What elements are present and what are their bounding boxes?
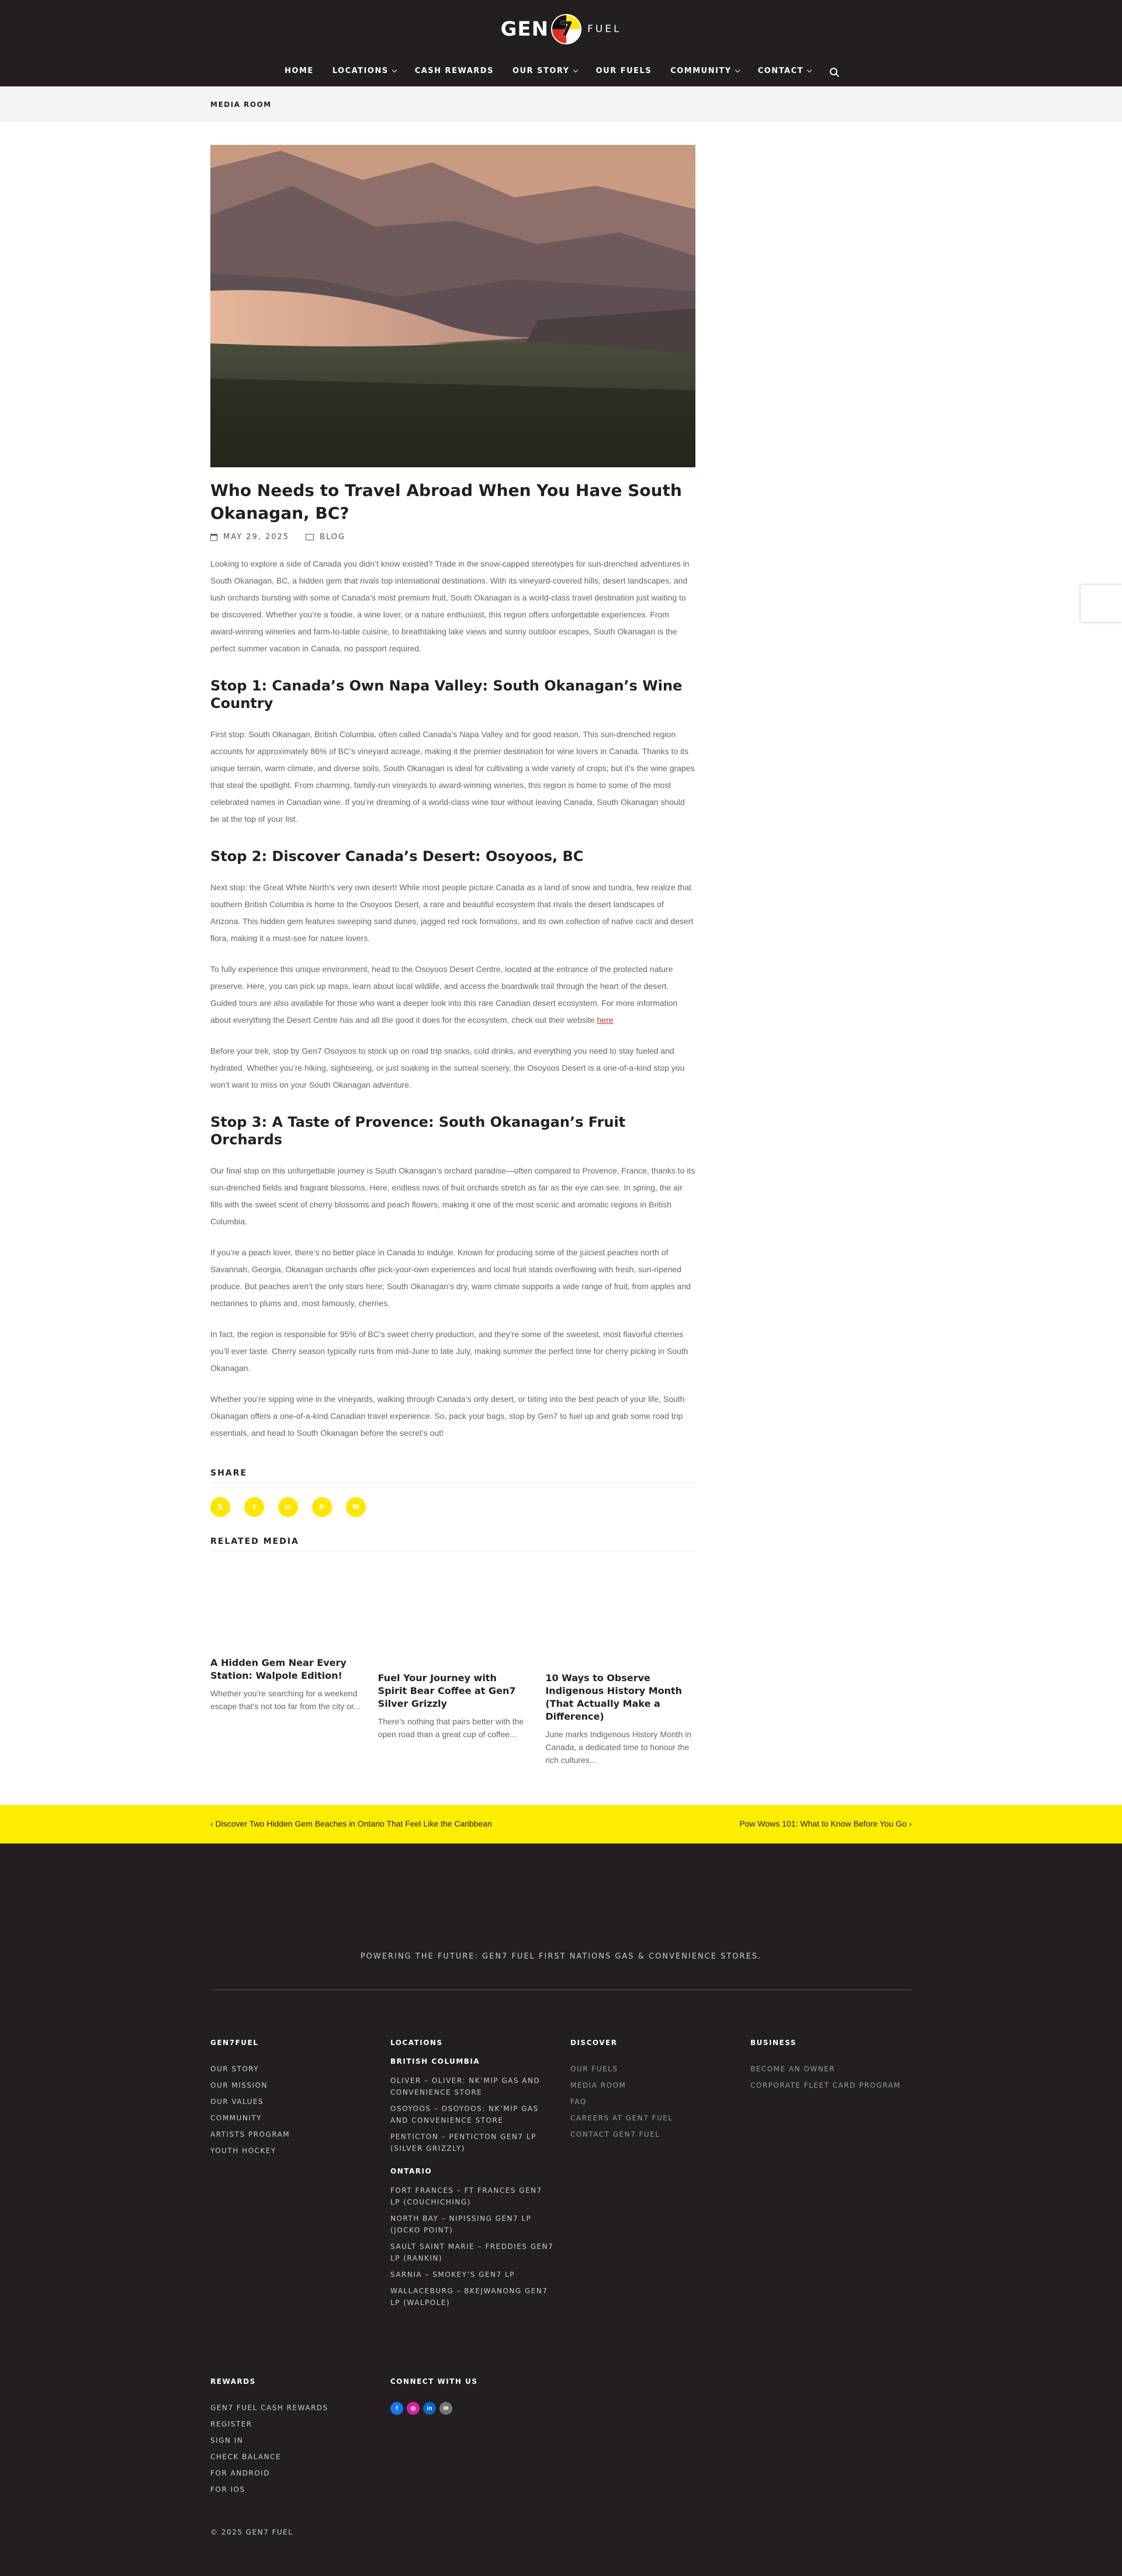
logo-text-gen: GEN [500, 18, 549, 41]
footer-link[interactable]: SAULT SAINT MARIE – FREDDIES GEN7 LP (RANKIN) [390, 2242, 554, 2262]
chevron-down-icon [392, 67, 396, 72]
footer-link[interactable]: NORTH BAY – NIPISSING GEN7 LP (JOCKO POINT) [390, 2214, 532, 2234]
footer-link[interactable]: FOR ANDROID [210, 2469, 270, 2477]
footer-link[interactable]: COMMUNITY [210, 2114, 262, 2122]
nav-item-home[interactable] [285, 67, 314, 75]
recaptcha-badge[interactable] [1080, 584, 1122, 623]
breadcrumb-bar [0, 86, 1122, 121]
footer-subheading: BRITISH COLUMBIA [390, 2057, 480, 2065]
footer-heading: REWARDS [210, 2377, 256, 2386]
share-heading: SHARE [210, 1468, 695, 1483]
post-category[interactable]: BLOG [306, 533, 345, 541]
section-heading: Stop 1: Canada’s Own Napa Valley: South Okanagan’s Wine Country [210, 678, 683, 711]
nav-item-label: OUR FUELS [595, 67, 652, 75]
article-intro: Looking to explore a side of Canada you didn’t know existed? Trade in the snow-capped stereotypes for sun-drenched adventures in South Okanagan, BC, a hidden gem that rivals top international destinations. With its vineyard-covered hills, desert landscapes, and lush orchards bursting with some of Canada’s most premium fruit, South Okanagan is a world-class travel destination just waiting to be discovered. Whether you’re a foodie, a wine lover, or a nature enthusiast, this region offers unforgettable experiences. From award-winning wineries and farm-to-table cuisine, to breathtaking lake views and sunny outdoor escapes, South Okanagan is the perfect summer vacation in Canada, no passport required. [210, 559, 690, 653]
footer-link[interactable]: CHECK BALANCE [210, 2453, 282, 2461]
email-icon[interactable]: ✉ [439, 2402, 452, 2415]
related-card[interactable] [545, 1672, 695, 1766]
footer-link[interactable]: CAREERS AT GEN7 FUEL [570, 2114, 673, 2122]
footer-link[interactable]: GEN7 FUEL CASH REWARDS [210, 2404, 328, 2412]
related-card[interactable] [210, 1657, 361, 1766]
footer-link[interactable]: PENTICTON – PENTICTON GEN7 LP (SILVER GRIZZLY) [390, 2133, 536, 2153]
share-buttons [210, 1497, 695, 1517]
logo-seven-badge: 7 [551, 14, 581, 44]
footer-link[interactable]: FORT FRANCES – FT FRANCES GEN7 LP (COUCHICHING) [390, 2186, 542, 2206]
footer-link[interactable]: OSOYOOS – OSOYOOS: NK’MIP GAS AND CONVENIENCE STORE [390, 2105, 539, 2124]
footer-col-rewards [210, 2377, 374, 2500]
nav-item-cash-rewards[interactable] [415, 67, 494, 75]
section-paragraph: To fully experience this unique environment, head to the Osoyoos Desert Centre, located at the entrance of the protected nature preserve. Here, you can pick up maps, learn about local wildlife, and access the boardwalk trail through the heart of the desert. Guided tours are also available for those who want a deeper look into this rare Canadian desert ecosystem. For more information about everything the Desert Centre has and all the good it does for the ecosystem, check out their website here [210, 964, 678, 1025]
instagram-icon[interactable]: ◎ [407, 2402, 420, 2415]
footer-link[interactable]: SIGN IN [210, 2436, 244, 2445]
chevron-down-icon [807, 67, 812, 72]
logo-text-fuel: FUEL [587, 23, 622, 35]
footer-col-locations [390, 2039, 554, 2313]
logo[interactable] [0, 13, 1122, 46]
nav-item-our-story[interactable] [512, 67, 577, 75]
footer-link[interactable]: OLIVER – OLIVER: NK’MIP GAS AND CONVENIENCE STORE [390, 2077, 541, 2096]
footer-heading: BUSINESS [750, 2039, 797, 2047]
footer-col-gen7fuel [210, 2039, 374, 2161]
related-card-excerpt: There’s nothing that pairs better with the open road than a great cup of coffee... [378, 1717, 524, 1739]
footer-links [210, 2402, 374, 2495]
footer-link[interactable]: CORPORATE FLEET CARD PROGRAM [750, 2081, 901, 2089]
article [210, 121, 695, 1766]
section-paragraph: Next stop: the Great White North’s very own desert! While most people picture Canada as a land of snow and tundra, few realize that southern British Columbia is home to the Osoyoos Desert, a rare and beautiful ecosystem that rivals the desert landscapes of Arizona. This hidden gem features sweeping sand dunes, jagged red rock formations, and its own collection of native cacti and desert flora, making it a must-see for nature lovers. [210, 883, 694, 943]
footer-link[interactable]: OUR MISSION [210, 2081, 268, 2089]
article-meta [210, 533, 695, 541]
section-heading: Stop 2: Discover Canada’s Desert: Osoyoos, BC [210, 848, 584, 865]
copyright: © 2025 GEN7 FUEL [210, 2528, 293, 2536]
site-header [0, 0, 1122, 86]
main-nav [0, 67, 1122, 75]
post-navigation [0, 1805, 1122, 1844]
footer-links [750, 2063, 914, 2091]
section-heading: Stop 3: A Taste of Provence: South Okanagan’s Fruit Orchards [210, 1114, 626, 1148]
related-card-excerpt: Whether you’re searching for a weekend escape that’s not too far from the city or... [210, 1689, 361, 1711]
footer-link[interactable]: OUR FUELS [570, 2065, 618, 2073]
footer-heading: GEN7FUEL [210, 2039, 259, 2047]
footer-links [390, 2075, 554, 2154]
nav-item-community[interactable] [670, 67, 739, 75]
section-paragraph: Our final stop on this unforgettable journey is South Okanagan’s orchard paradise—often compared to Provence, France, thanks to its sun-drenched fields and fragrant blossoms. Here, endless rows of fruit orchards stretch as far as the eye can see. In spring, the air fills with the sweet scent of cherry blossoms and peach flowers, making it one of the most scenic and aromatic regions in British Columbia. [210, 1166, 695, 1226]
footer-col-discover [570, 2039, 734, 2145]
footer-link[interactable]: REGISTER [210, 2420, 252, 2428]
footer-link[interactable]: BECOME AN OWNER [750, 2065, 836, 2073]
calendar-icon [210, 534, 217, 541]
hero-image [210, 145, 695, 467]
footer-col-connect [390, 2377, 554, 2415]
footer-link[interactable]: OUR STORY [210, 2065, 259, 2073]
chevron-down-icon [735, 67, 739, 72]
footer-link[interactable]: CONTACT GEN7 FUEL [570, 2130, 660, 2138]
related-card[interactable] [378, 1672, 528, 1766]
nav-item-label: CASH REWARDS [414, 67, 494, 75]
twitter-icon[interactable]: 𝕏 [210, 1497, 230, 1517]
nav-item-locations[interactable] [333, 67, 396, 75]
footer-heading: DISCOVER [570, 2039, 618, 2047]
facebook-icon[interactable]: f [244, 1497, 264, 1517]
next-post-link[interactable]: Pow Wows 101: What to Know Before You Go › [739, 1819, 912, 1828]
section-paragraph: Before your trek, stop by Gen7 Osoyoos to stock up on road trip snacks, cold drinks, and everything you need to stay fueled and hydrated. Whether you’re hiking, sightseeing, or just soaking in the surreal scenery, the Osoyoos Desert is a one-of-a-kind stop you won’t want to miss on your South Okanagan adventure. [210, 1046, 685, 1089]
nav-item-label: COMMUNITY [670, 67, 732, 75]
linkedin-icon[interactable]: in [278, 1497, 298, 1517]
pinterest-icon[interactable]: P [312, 1497, 332, 1517]
search-button[interactable] [830, 67, 837, 75]
footer-links [210, 2063, 374, 2157]
desert-centre-link[interactable]: here [597, 1015, 614, 1025]
nav-item-label: LOCATIONS [332, 67, 389, 75]
footer-tagline: POWERING THE FUTURE: GEN7 FUEL FIRST NATIONS GAS & CONVENIENCE STORES. [360, 1952, 762, 1961]
footer-link[interactable]: FOR IOS [210, 2485, 245, 2494]
chevron-down-icon [573, 67, 577, 72]
footer-link[interactable]: ARTISTS PROGRAM [210, 2130, 290, 2138]
footer-heading: LOCATIONS [390, 2039, 443, 2047]
facebook-icon[interactable]: f [390, 2402, 403, 2415]
related-card-title[interactable]: A Hidden Gem Near Every Station: Walpole Edition! [210, 1657, 347, 1681]
related-card-title[interactable]: Fuel Your Journey with Spirit Bear Coffee at Gen7 Silver Grizzly [378, 1672, 516, 1709]
prev-post-link[interactable]: ‹ Discover Two Hidden Gem Beaches in Ontario That Feel Like the Caribbean [210, 1819, 492, 1828]
linkedin-icon[interactable]: in [423, 2402, 436, 2415]
footer-col-business [750, 2039, 914, 2096]
article-outro: Whether you’re sipping wine in the vineyards, walking through Canada’s only desert, or biting into the best peach of your life, South Okanagan offers a one-of-a-kind Canadian travel experience. So, pack your bags, stop by Gen7 to fuel up and grab some road trip essentials, and head to South Okanagan before the secret’s out! [210, 1394, 685, 1438]
related-media [210, 1657, 695, 1766]
post-date: MAY 29, 2025 [210, 533, 289, 541]
footer-link[interactable]: OUR VALUES [210, 2098, 264, 2106]
footer-link[interactable]: MEDIA ROOM [570, 2081, 626, 2089]
footer-link[interactable]: YOUTH HOCKEY [210, 2147, 276, 2155]
email-icon[interactable]: ✉ [346, 1497, 366, 1517]
nav-item-label: OUR STORY [512, 67, 570, 75]
nav-item-contact[interactable] [758, 67, 811, 75]
social-links [390, 2402, 554, 2415]
related-card-title[interactable]: 10 Ways to Observe Indigenous History Month (That Actually Make a Difference) [545, 1672, 683, 1722]
folder-icon [306, 534, 314, 540]
footer-links [570, 2063, 734, 2140]
related-heading: RELATED MEDIA [210, 1537, 695, 1551]
article-title: Who Needs to Travel Abroad When You Have South Okanagan, BC? [210, 481, 682, 523]
section-paragraph: If you’re a peach lover, there’s no better place in Canada to indulge. Known for producing some of the juiciest peaches north of Savannah, Georgia, Okanagan orchards offer pick-your-own experiences and local fruit stands overflowing with fresh, sun-ripened produce. But peaches aren’t the only stars here; South Okanagan’s dry, warm climate supports a wide range of fruit, from apples and nectarines to plums and, most famously, cherries. [210, 1248, 691, 1308]
footer-heading: CONNECT WITH US [390, 2377, 478, 2386]
footer-link[interactable]: SARNIA – SMOKEY’S GEN7 LP [390, 2271, 515, 2279]
footer-link[interactable]: FAQ [570, 2098, 587, 2106]
site-footer [0, 1844, 1122, 2576]
nav-item-our-fuels[interactable] [596, 67, 652, 75]
section-paragraph: In fact, the region is responsible for 95% of BC’s sweet cherry production, and they’re some of the sweetest, most flavorful cherries you’ll ever taste. Cherry season typically runs from mid-June to late July, making summer the perfect time for cherry picking in South Okanagan. [210, 1329, 688, 1373]
footer-link[interactable]: WALLACEBURG – BKEJWANONG GEN7 LP (WALPOLE) [390, 2287, 548, 2307]
section-paragraph: First stop: South Okanagan, British Columbia, often called Canada’s Napa Valley and for good reason. This sun-drenched region accounts for approximately 86% of BC’s vineyard acreage, making it the premier destination for wine lovers in Canada. Thanks to its unique terrain, warm climate, and diverse soils, South Okanagan is ideal for cultivating a wide variety of crops; but it’s the wine grapes that steal the spotlight. From charming, family-run vineyards to award-winning wineries, this region is home to some of the most celebrated names in Canadian wine. If you’re dreaming of a world-class wine tour without leaving Canada, South Okanagan should be at the top of your list. [210, 730, 695, 824]
footer-subheading: ONTARIO [390, 2167, 432, 2175]
nav-item-label: CONTACT [757, 67, 804, 75]
search-icon [830, 68, 837, 75]
nav-item-label: HOME [284, 67, 314, 75]
related-card-excerpt: June marks Indigenous History Month in Canada, a dedicated time to honour the rich cultures... [545, 1730, 692, 1765]
breadcrumb[interactable]: MEDIA ROOM [210, 100, 272, 109]
footer-links [390, 2185, 554, 2308]
